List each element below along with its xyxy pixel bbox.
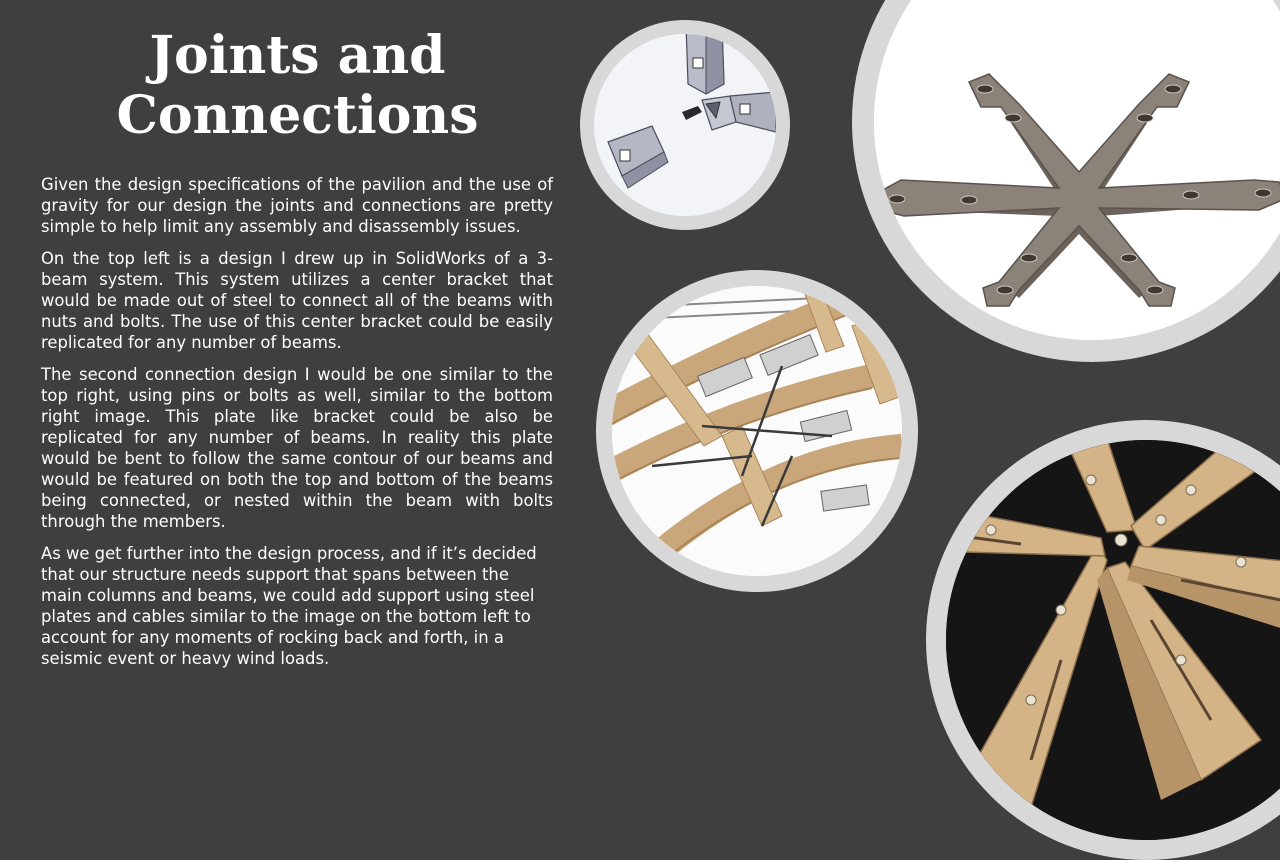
title-line-1: Joints and <box>149 25 446 86</box>
timber-plates-cables-image <box>596 270 918 592</box>
paragraph-support-cables: As we get further into the design process, and if it’s decided that our structure needs support that spans between the main columns and beams, we could add support using steel plates and cables similar to the image on the bottom left to account for any moments of rocking back and forth, in a seismic event or heavy wind loads. <box>41 544 537 668</box>
paragraph-plate-bracket: The second connection design I would be one similar to the top right, using pins or bolts as well, similar to the bottom right image. This plate like bracket could be also be replicated for any number of beams. In reality this plate would be bent to follow the same contour of our beams and would be featured on both the top and bottom of the beams being connected, or nested within the beam with bolts through the members. <box>41 365 553 531</box>
slide-title <box>60 26 535 146</box>
timber-star-junction-image <box>926 420 1280 860</box>
star-plate-bracket-image <box>852 0 1280 362</box>
paragraph-3-beam-system: On the top left is a design I drew up in SolidWorks of a 3-beam system. This system utilizes a center bracket that would be made out of steel to connect all of the beams with nuts and bolts. The use of this center bracket could be easily replicated for any number of beams. <box>41 249 553 352</box>
paragraph-intro: Given the design specifications of the pavilion and the use of gravity for our design the joints and connections are pretty simple to help limit any assembly and disassembly issues. <box>41 175 553 236</box>
solidworks-bracket-image <box>580 20 790 230</box>
title-line-2: Connections <box>116 85 479 146</box>
body-text <box>41 174 553 680</box>
